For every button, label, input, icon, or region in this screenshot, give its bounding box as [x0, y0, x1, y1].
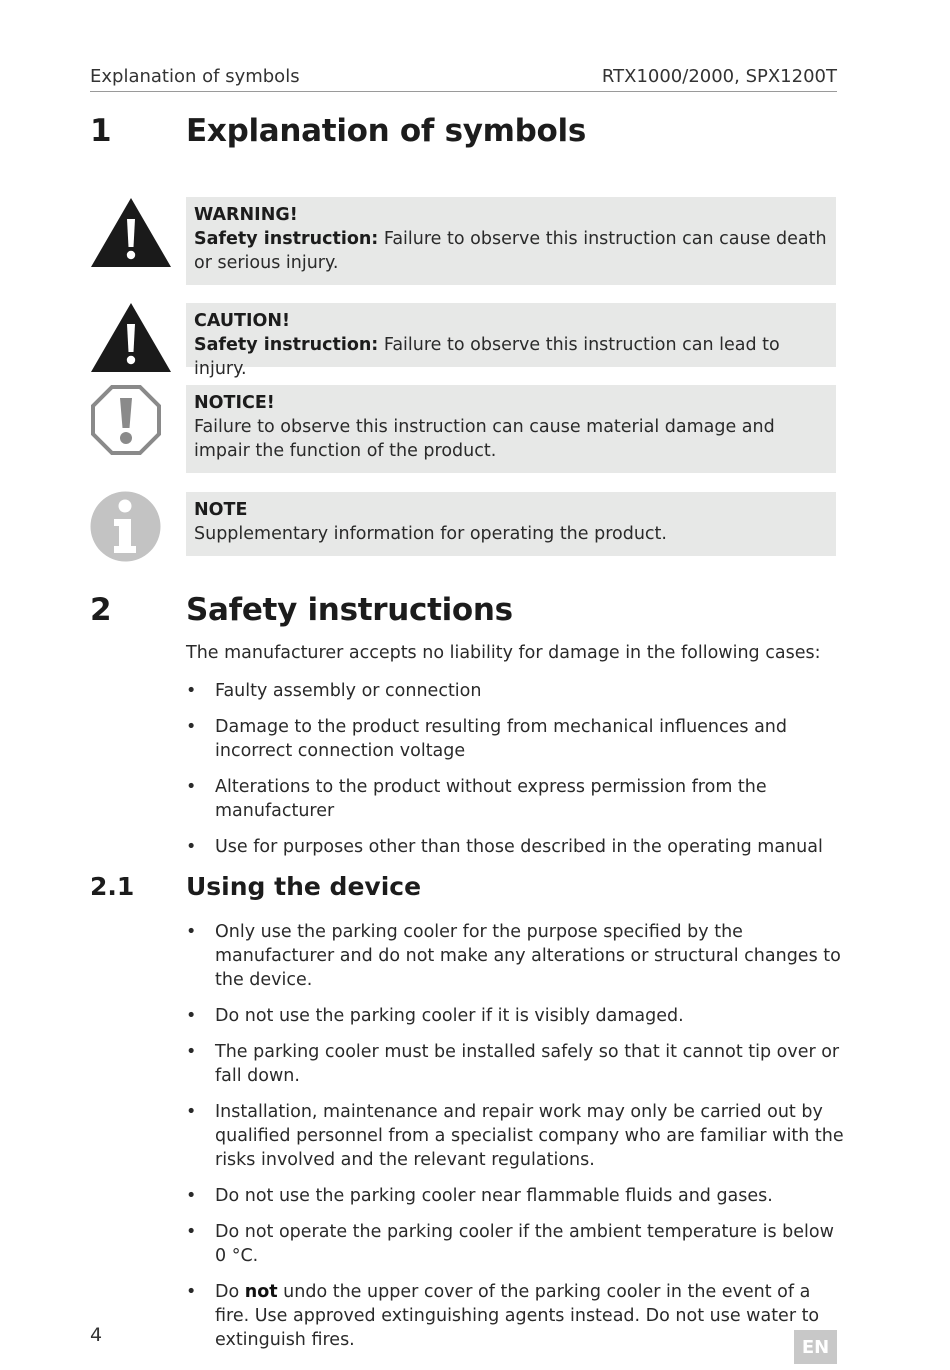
list-item: • Do not use the parking cooler near flammable fluids and gases. [186, 1184, 846, 1208]
list-item: • Do not operate the parking cooler if the ambient temperature is below 0 °C. [186, 1220, 846, 1268]
subsection-title: Using the device [186, 872, 422, 901]
list-item: • Installation, maintenance and repair work may only be carried out by qualified personnel from a specialist company who are familiar with the risks involved and the relevant regulations. [186, 1100, 846, 1172]
section-number: 1 [90, 113, 112, 149]
language-tag: EN [794, 1330, 837, 1364]
caution-text: Failure to observe this instruction can lead to injury. [194, 335, 780, 379]
page-number: 4 [90, 1324, 103, 1346]
section-number: 2 [90, 592, 112, 628]
note-box [186, 492, 836, 556]
item-text-after: undo the upper cover of the parking cooler in the event of a fire. Use approved extinguishing agents instead. Do not use water to extinguish fires. [215, 1282, 820, 1350]
emphasis-not: not [244, 1282, 278, 1302]
list-item: • Faulty assembly or connection [186, 679, 846, 703]
list-item: • Damage to the product resulting from mechanical influences and incorrect connection voltage [186, 715, 846, 763]
info-circle-icon [90, 491, 161, 566]
caution-box [186, 303, 836, 379]
usage-list [186, 920, 846, 1364]
liability-list [186, 679, 846, 871]
item-text-before: Do [215, 1282, 245, 1302]
caution-keyword: CAUTION! [194, 311, 291, 331]
list-item: • The parking cooler must be installed safely so that it cannot tip over or fall down. [186, 1040, 846, 1088]
section-intro: The manufacturer accepts no liability for damage in the following cases: [186, 643, 821, 663]
notice-keyword: NOTICE! [194, 393, 275, 413]
notice-octagon-icon [90, 384, 162, 460]
notice-text: Failure to observe this instruction can cause material damage and impair the function of the product. [194, 417, 775, 461]
list-item [186, 1280, 846, 1352]
note-text: Supplementary information for operating the product. [194, 524, 667, 544]
header-divider [90, 91, 837, 92]
running-header-models: RTX1000/2000, SPX1200T [601, 66, 837, 87]
note-keyword: NOTE [194, 500, 248, 520]
list-item: • Alterations to the product without express permission from the manufacturer [186, 775, 846, 823]
list-item: • Do not use the parking cooler if it is visibly damaged. [186, 1004, 846, 1028]
caution-triangle-icon [90, 302, 172, 378]
caution-lead: Safety instruction: [194, 335, 379, 355]
list-item: • Use for purposes other than those described in the operating manual [186, 835, 846, 859]
subsection-number: 2.1 [90, 872, 135, 901]
warning-triangle-icon [90, 197, 172, 273]
running-header-section: Explanation of symbols [90, 66, 300, 87]
warning-lead: Safety instruction: [194, 229, 379, 249]
warning-keyword: WARNING! [194, 205, 298, 225]
warning-text: Failure to observe this instruction can cause death or serious injury. [194, 229, 827, 273]
list-item: • Only use the parking cooler for the purpose specified by the manufacturer and do not make any alterations or structural changes to the device. [186, 920, 846, 992]
section-title: Explanation of symbols [186, 113, 587, 149]
notice-box [186, 385, 836, 473]
warning-box [186, 197, 836, 285]
section-title: Safety instructions [186, 592, 513, 628]
